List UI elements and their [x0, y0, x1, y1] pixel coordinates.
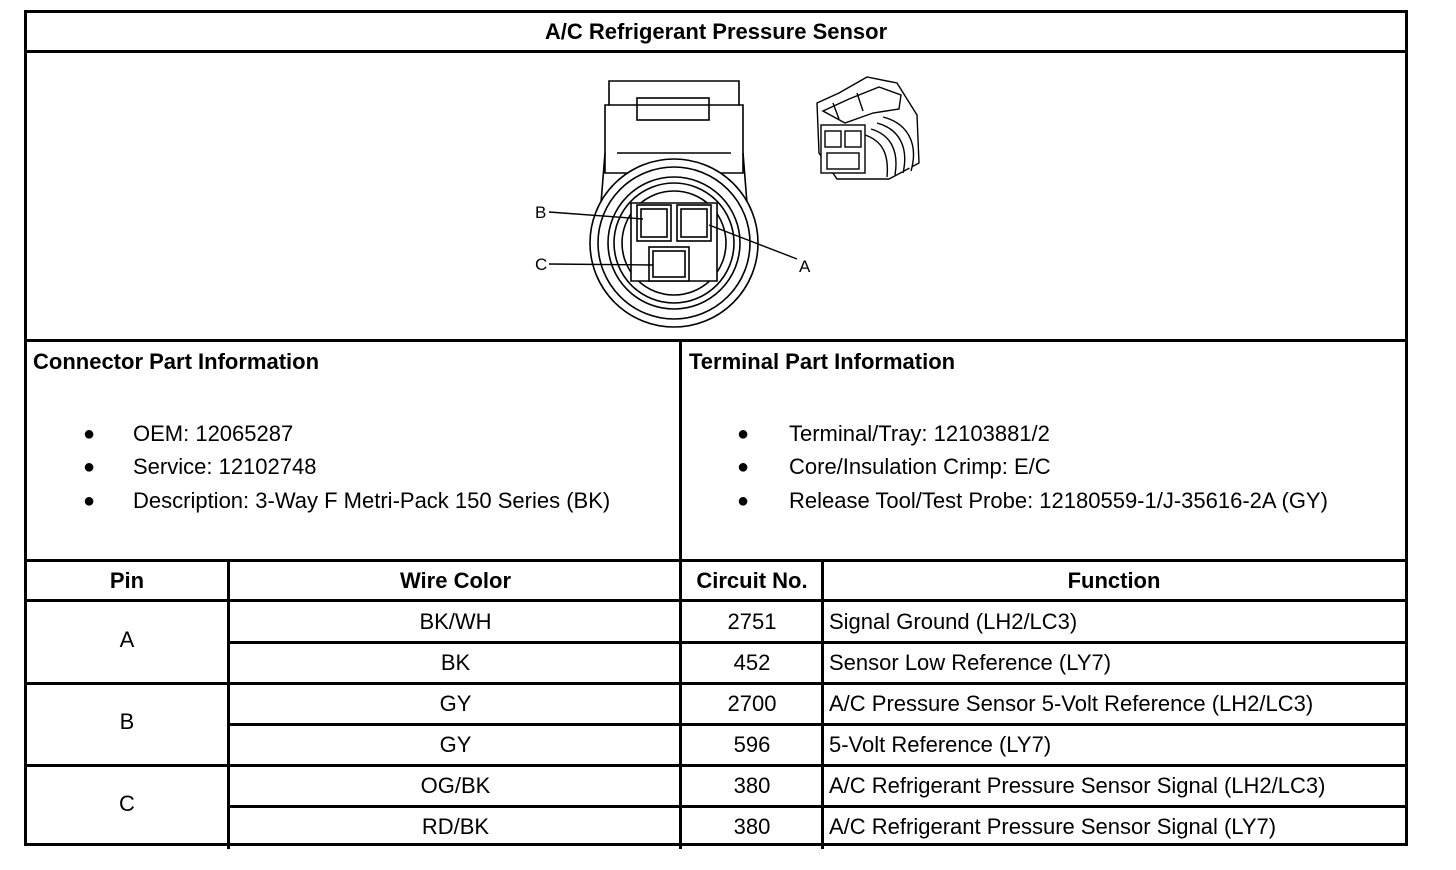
circuit-cell: 2751: [727, 609, 777, 634]
bullet-icon: ●: [737, 456, 750, 478]
bullet-icon: ●: [737, 490, 750, 512]
pin-cell-a: A: [119, 627, 135, 652]
table-row-divider: [230, 805, 1405, 808]
pin-label-a: A: [799, 257, 811, 276]
circuit-cell: 452: [733, 650, 771, 675]
header-function: Function: [1067, 568, 1161, 593]
pin-cell-c: C: [119, 791, 135, 816]
bullet-icon: ●: [737, 423, 750, 445]
pin-cell-b: B: [119, 709, 135, 734]
circuit-cell: 380: [733, 773, 771, 798]
pin-label-c: C: [535, 255, 548, 274]
connector-info-oem: OEM: 12065287: [133, 421, 294, 446]
table-row-divider: [230, 641, 1405, 644]
connector-info-heading: Connector Part Information: [33, 349, 320, 374]
function-cell: A/C Refrigerant Pressure Sensor Signal (LY7): [829, 814, 1277, 839]
function-cell: Signal Ground (LH2/LC3): [829, 609, 1078, 634]
table-row-divider: [230, 723, 1405, 726]
pin-label-b: B: [535, 203, 547, 222]
circuit-cell: 380: [733, 814, 771, 839]
table-header-divider: [27, 599, 1405, 602]
wire-color-cell: OG/BK: [420, 773, 491, 798]
connector-face-drawing: [590, 81, 758, 327]
circuit-cell: 596: [733, 732, 771, 757]
bullet-icon: ●: [83, 423, 96, 445]
bullet-icon: ●: [83, 456, 96, 478]
connector-3d-drawing: [817, 77, 919, 179]
terminal-info-heading: Terminal Part Information: [689, 349, 956, 374]
table-row-divider: [27, 682, 1405, 685]
info-divider: [27, 559, 1405, 562]
wire-color-cell: BK/WH: [419, 609, 492, 634]
document-title: A/C Refrigerant Pressure Sensor: [544, 19, 888, 44]
wire-color-cell: GY: [439, 691, 472, 716]
connector-info-description: Description: 3-Way F Metri-Pack 150 Series (BK): [133, 488, 611, 513]
wire-color-cell: GY: [439, 732, 472, 757]
terminal-info-crimp: Core/Insulation Crimp: E/C: [789, 454, 1051, 479]
header-circuit-no: Circuit No.: [696, 568, 808, 593]
function-cell: 5-Volt Reference (LY7): [829, 732, 1052, 757]
terminal-info-tray: Terminal/Tray: 12103881/2: [789, 421, 1050, 446]
connector-info-service: Service: 12102748: [133, 454, 317, 479]
function-cell: Sensor Low Reference (LY7): [829, 650, 1112, 675]
circuit-cell: 2700: [727, 691, 777, 716]
wire-color-cell: RD/BK: [421, 814, 490, 839]
function-cell: A/C Refrigerant Pressure Sensor Signal (LH2/LC3): [829, 773, 1326, 798]
header-pin: Pin: [109, 568, 145, 593]
bullet-icon: ●: [83, 490, 96, 512]
connector-document-frame: [24, 10, 1408, 846]
table-row-divider: [27, 764, 1405, 767]
connector-diagram: [27, 53, 1405, 339]
info-column-divider: [679, 339, 682, 559]
function-cell: A/C Pressure Sensor 5-Volt Reference (LH2/LC3): [829, 691, 1314, 716]
wire-color-cell: BK: [440, 650, 471, 675]
diagram-divider: [27, 339, 1405, 342]
terminal-info-tool: Release Tool/Test Probe: 12180559-1/J-35616-2A (GY): [789, 488, 1328, 513]
header-wire-color: Wire Color: [399, 568, 512, 593]
